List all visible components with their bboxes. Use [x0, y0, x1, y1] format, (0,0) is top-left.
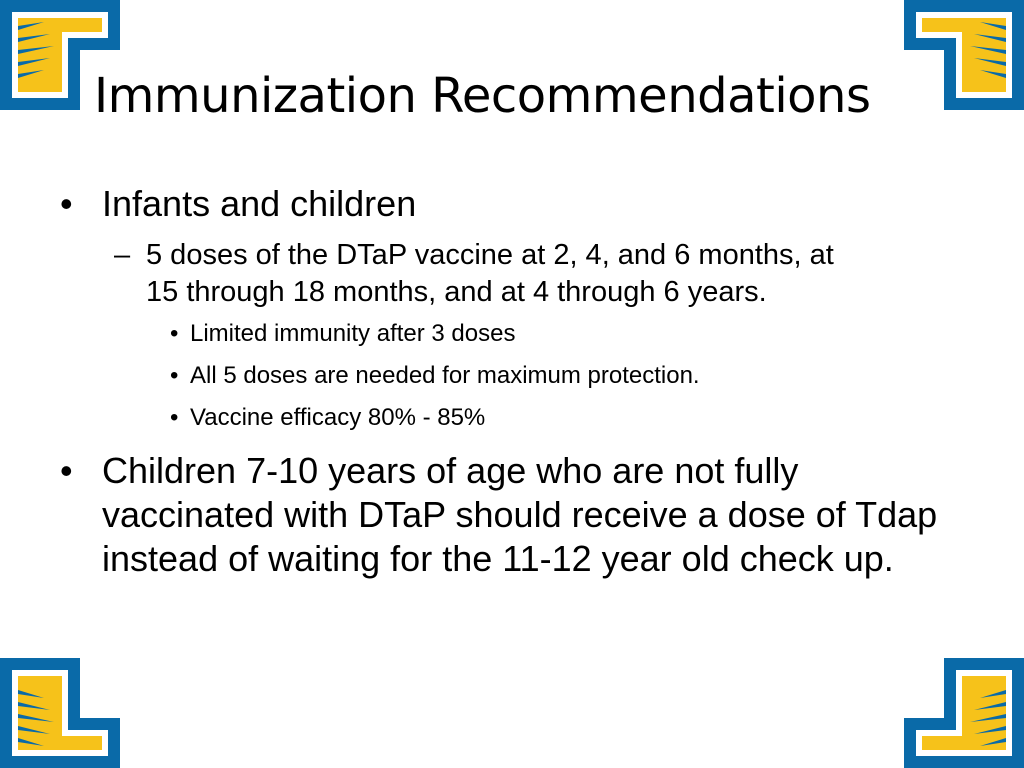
sub-bullet-text: 5 doses of the DTaP vaccine at 2, 4, and 6 months, at 15 through 18 months, and at 4 through 6 years.	[146, 239, 834, 308]
dash-marker: –	[114, 239, 131, 271]
corner-pattern-bottom-right	[904, 658, 1024, 768]
slide-title: Immunization Recommendations	[94, 68, 871, 124]
sub-sub-bullet-text: Vaccine efficacy 80% - 85%	[190, 404, 486, 431]
sub-bullet-dtap-doses	[56, 237, 866, 311]
sub-sub-bullet-vaccine-efficacy	[56, 397, 956, 439]
bullet-marker: •	[170, 320, 179, 347]
bullet-text: Children 7-10 years of age who are not fully vaccinated with DTaP should receive a dose of Tdap instead of waiting for the 11-12 year old check up.	[102, 450, 938, 579]
bullet-marker: •	[60, 450, 73, 491]
sub-sub-bullet-limited-immunity	[56, 313, 956, 355]
sub-sub-bullet-all-doses-needed	[56, 355, 956, 397]
bullet-text: Infants and children	[102, 183, 417, 224]
bullet-marker: •	[170, 404, 179, 431]
bullet-children-7-10	[56, 449, 942, 581]
bullet-marker: •	[170, 362, 179, 389]
sub-sub-bullet-text: All 5 doses are needed for maximum protection.	[190, 362, 700, 389]
sub-sub-bullet-text: Limited immunity after 3 doses	[190, 320, 516, 347]
slide-content	[56, 182, 956, 581]
corner-pattern-bottom-left	[0, 658, 120, 768]
bullet-infants-and-children	[56, 182, 956, 225]
bullet-marker: •	[60, 183, 73, 224]
